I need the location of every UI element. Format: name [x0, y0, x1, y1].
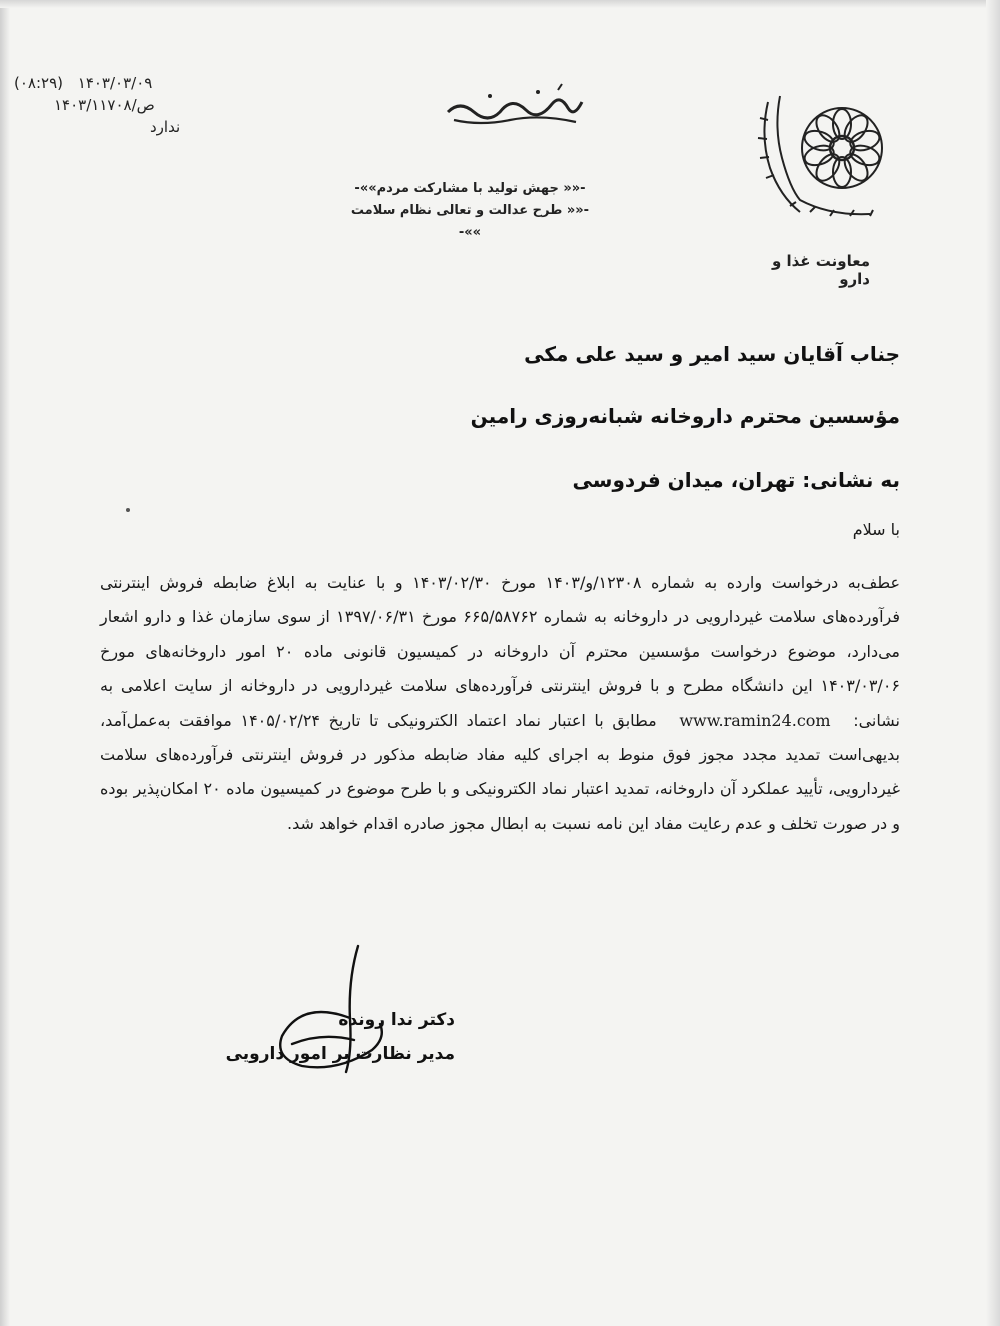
slogans	[340, 178, 600, 244]
bismillah-calligraphy	[440, 82, 590, 132]
scan-edge-left	[0, 0, 10, 1326]
university-logo	[730, 88, 910, 228]
letter-body	[100, 566, 900, 841]
recipient-pharmacy: مؤسسین محترم داروخانه شبانه‌روزی رامین	[470, 404, 900, 428]
signatory-name: دکتر ندا رونده	[338, 1010, 455, 1030]
recipient-names: جناب آقایان سید امیر و سید علی مکی	[524, 342, 900, 366]
letter-number: ۱۴۰۳/ص/۱۱۷۰۸	[54, 96, 155, 114]
scan-edge-top	[0, 0, 1000, 8]
department-name: معاونت غذا و دارو	[771, 252, 870, 288]
recipient-address: به نشانی: تهران، میدان فردوسی	[572, 468, 900, 492]
slogan-health-system: -«« طرح عدالت و تعالی نظام سلامت »»-	[350, 203, 590, 240]
website-url: www.ramin24.com	[679, 710, 831, 730]
signatory-title: مدیر نظارت بر امور دارویی	[225, 1044, 455, 1064]
slogan-production: -«« جهش تولید با مشارکت مردم»»-	[354, 181, 586, 196]
scan-speck	[126, 508, 130, 512]
body-part-1: عطف‌به درخواست وارده به شماره ۱۲۳۰۸/و/۱۴۰۳ مورخ ۱۴۰۳/۰۲/۳۰ و با عنایت به ابلاغ ضابطه فروش اینترنتی فرآورده‌های سلامت غیردارویی در داروخانه به شماره ۶۶۵/۵۸۷۶۲ مورخ ۱۳۹۷/۰۶/۳۱ از سوی سازمان غذا و دارو اشعار می‌دارد، موضوع درخواست مؤسسین محترم آن داروخانه در کمیسیون قانونی ماده ۲۰ امور داروخانه‌های مورخ ۱۴۰۳/۰۳/۰۶ این دانشگاه مطرح و با فروش اینترنتی فرآورده‌های سلامت غیردارویی در داروخانه از سایت اعلامی به نشانی:	[100, 573, 901, 730]
letter-attachment: ندارد	[150, 118, 181, 136]
letter-date: ۱۴۰۳/۰۳/۰۹	[77, 74, 153, 92]
letter-metadata	[14, 72, 214, 138]
letter-time: (۰۸:۲۹)	[14, 74, 63, 92]
body-part-2: مطابق با اعتبار نماد اعتماد الکترونیکی تا تاریخ ۱۴۰۵/۰۲/۲۴ موافقت به‌عمل‌آمد، بدیهی‌است تمدید مجدد مجوز فوق منوط به اجرای کلیه مفاد ضابطه مذکور در فروش اینترنتی فرآورده‌های سلامت غیردارویی، تأیید عملکرد آن داروخانه، تمدید اعتبار نماد الکترونیکی و با طرح موضوع در کمیسیون ماده ۲۰ امکان‌پذیر بوده و در صورت تخلف و عدم رعایت مفاد این نامه نسبت به ابطال مجوز صادره اقدام خواهد شد.	[100, 710, 900, 833]
scan-edge-right	[986, 0, 1000, 1326]
greeting: با سلام	[852, 520, 900, 539]
